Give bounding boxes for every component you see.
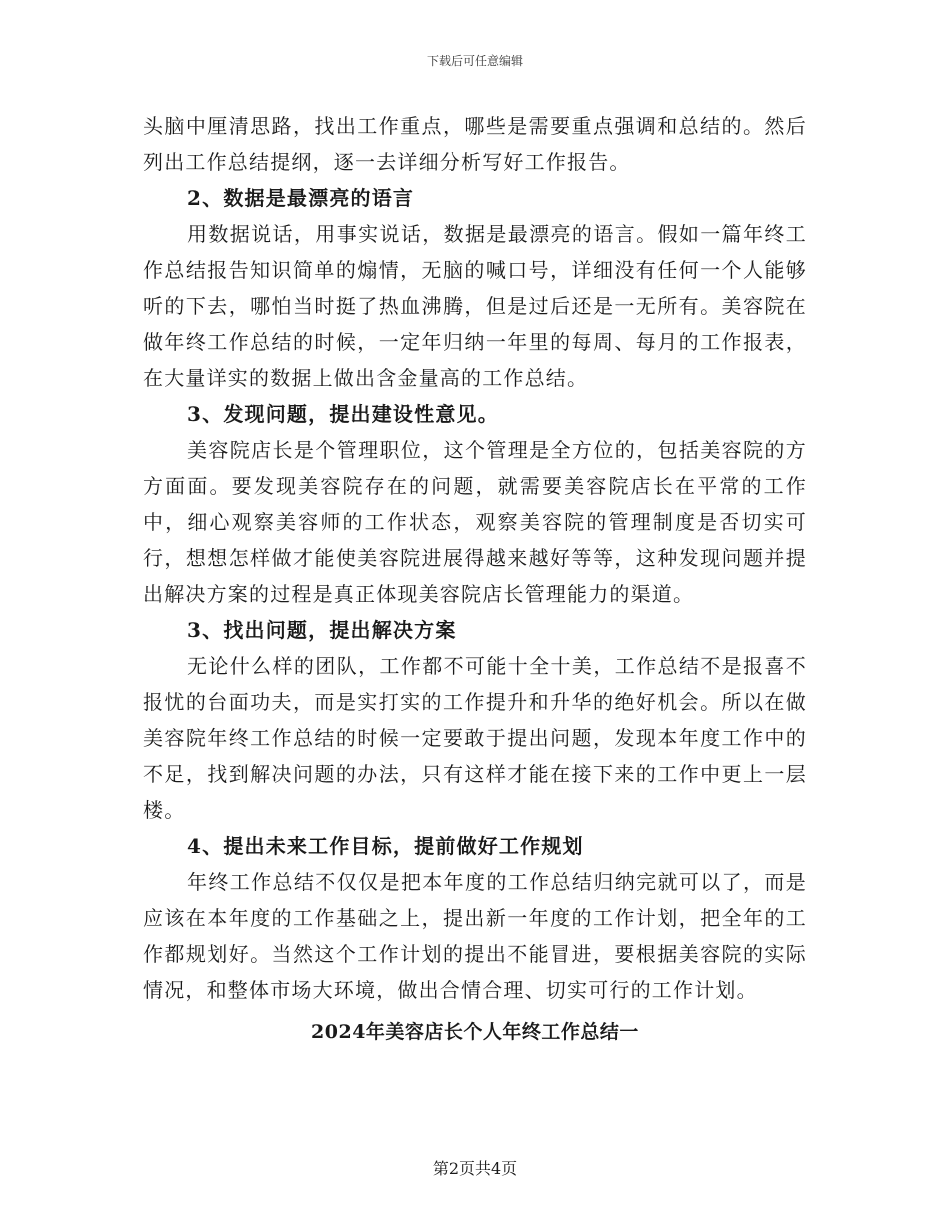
page-number: 第2页共4页 <box>432 1159 518 1178</box>
paragraph-find-problems: 美容院店长是个管理职位，这个管理是全方位的，包括美容院的方方面面。要发现美容院存在的问题，就需要美容院店长在平常的工作中，细心观察美容师的工作状态，观察美容院的管理制度是否切实可行，想想怎样做才能使美容院进展得越来越好等等，这种发现问题并提出解决方案的过程是真正体现美容院店长管理能力的渠道。 <box>143 438 807 606</box>
section-heading-find-problems: 3、发现问题，提出建设性意见。 <box>187 402 499 426</box>
document-body <box>143 108 807 1050</box>
section-heading-solve-problems: 3、找出问题，提出解决方案 <box>187 618 457 642</box>
paragraph-continuation: 头脑中厘清思路，找出工作重点，哪些是需要重点强调和总结的。然后列出工作总结提纲，逐一去详细分析写好工作报告。 <box>143 114 807 174</box>
section-heading-future-goals: 4、提出未来工作目标，提前做好工作规划 <box>187 834 584 858</box>
paragraph-solve-problems: 无论什么样的团队，工作都不可能十全十美，工作总结不是报喜不报忧的台面功夫，而是实打实的工作提升和升华的绝好机会。所以在做美容院年终工作总结的时候一定要敢于提出问题，发现本年度工作中的不足，找到解决问题的办法，只有这样才能在接下来的工作中更上一层楼。 <box>143 654 807 822</box>
section-heading-data-language: 2、数据是最漂亮的语言 <box>187 186 415 210</box>
page-header-note: 下载后可任意编辑 <box>426 54 523 68</box>
paragraph-data-language: 用数据说话，用事实说话，数据是最漂亮的语言。假如一篇年终工作总结报告知识简单的煽情，无脑的喊口号，详细没有任何一个人能够听的下去，哪怕当时挺了热血沸腾，但是过后还是一无所有。美容院在做年终工作总结的时候，一定年归纳一年里的每周、每月的工作报表，在大量详实的数据上做出含金量高的工作总结。 <box>143 222 807 390</box>
document-title: 2024年美容店长个人年终工作总结一 <box>311 1021 639 1043</box>
paragraph-future-goals: 年终工作总结不仅仅是把本年度的工作总结归纳完就可以了，而是应该在本年度的工作基础之上，提出新一年度的工作计划，把全年的工作都规划好。当然这个工作计划的提出不能冒进，要根据美容院的实际情况，和整体市场大环境，做出合情合理、切实可行的工作计划。 <box>143 870 807 1002</box>
